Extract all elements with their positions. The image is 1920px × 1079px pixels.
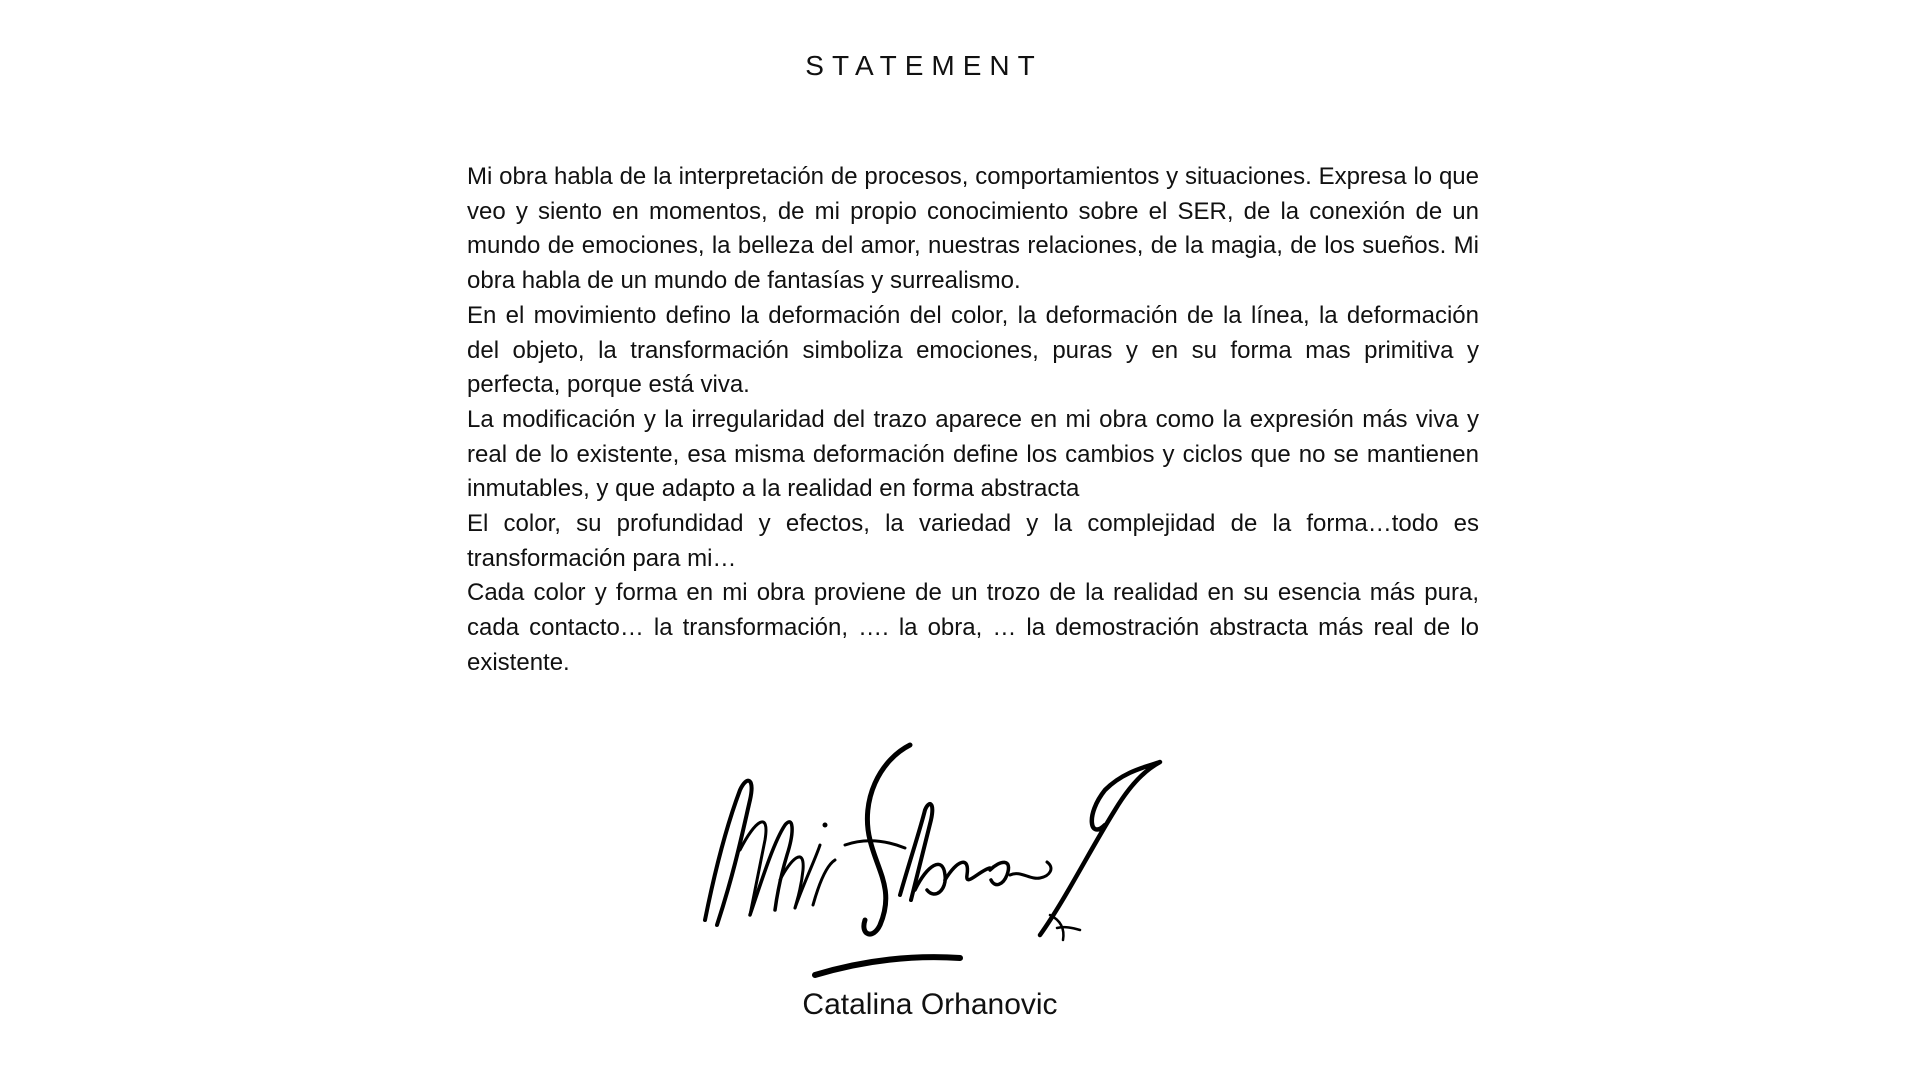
statement-body [467,160,1479,681]
page-title: STATEMENT [805,50,1043,81]
statement-paragraph: El color, su profundidad y efectos, la variedad y la complejidad de la forma…todo es transformación para mi… [467,510,1479,572]
author-name: Catalina Orhanovic [802,988,1058,1021]
statement-paragraph: La modificación y la irregularidad del trazo aparece en mi obra como la expresión más viva y real de lo existente, esa misma deformación define los cambios y ciclos que no se mantienen inmutables, y que adapto a la realidad en forma abstracta [467,405,1479,503]
handwritten-signature [695,730,1175,980]
statement-paragraph: Cada color y forma en mi obra proviene de un trozo de la realidad en su esencia más pura, cada contacto… la transformación, …. la obra, … la demostración abstracta más real de lo existente. [467,579,1479,676]
statement-paragraph: Mi obra habla de la interpretación de procesos, comportamientos y situaciones. Expresa lo que veo y siento en momentos, de mi propio conocimiento sobre el SER, de la conexión de un mundo de emociones, la belleza del amor, nuestras relaciones, de la magia, de los sueños. Mi obra habla de un mundo de fantasías y surrealismo. [467,163,1479,295]
statement-paragraph: En el movimiento defino la deformación del color, la deformación de la línea, la deformación del objeto, la transformación simboliza emociones, puras y en su forma mas primitiva y perfecta, porque está viva. [467,301,1479,399]
